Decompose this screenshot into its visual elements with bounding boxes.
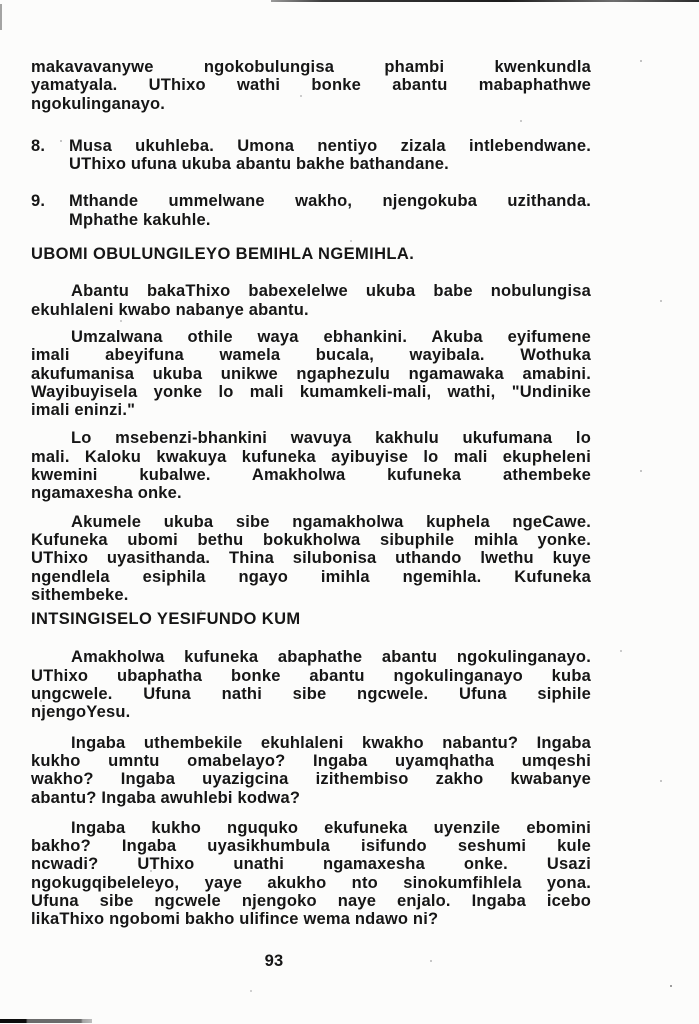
text-line: Ufuna sibe ngcwele njengoko naye enjalo. Ingaba icebo [31,891,591,910]
scan-noise-specks [0,0,2,2]
text-line: ngendlela esiphila ngayo imihla ngemihla. Kufuneka [31,567,591,586]
text-line: Mphathe kakuhle. [69,210,211,229]
list-item-9 [31,192,591,229]
text-line: Amakholwa kufuneka abaphathe abantu ngokulinganayo. [71,648,591,667]
section-heading: UBOMI OBULUNGILEYO BEMIHLA NGEMIHLA. [31,245,415,264]
text-line: Kufuneka ubomi bethu bokukholwa sibuphile mihla yonke. [31,530,591,549]
text-line: kukho umntu omabelayo? Ingaba uyamqhatha umqeshi [31,751,591,770]
text-line: Umzalwana othile waya ebhankini. Akuba eyifumene [71,327,591,346]
text-line: ngamaxesha onke. [31,484,182,503]
text-line: Lo msebenzi-bhankini wavuya kakhulu ukufumana lo [71,429,591,448]
text-column [31,0,591,970]
paragraph [31,513,591,604]
list-item-body [69,192,591,229]
text-line: ngokulinganayo. [31,94,166,113]
text-line: Abantu bakaThixo babexelelwe ukuba babe nobulungisa [71,282,591,301]
text-line: ncwadi? UThixo unathi ngamaxesha onke. Usazi [31,855,591,874]
text-line: mali. Kaloku kwakuya kufuneka ayibuyise lo mali ekupheleni [31,447,591,466]
section-heading: INTSINGISELO YESIFUNDO KUM [31,610,301,629]
text-line: Mthande ummelwane wakho, njengokuba uzithanda. [69,192,591,211]
text-line: akufumanisa ukuba unikwe ngaphezulu ngamawaka amabini. [31,364,591,383]
text-line: yamatyala. UThixo wathi bonke abantu mabaphathwe [31,76,591,95]
text-line: abantu? Ingaba awuhlebi kodwa? [31,788,301,807]
text-line: Ingaba kukho nguquko ekufuneka uyenzile ebomini [71,818,591,837]
text-line: imali abeyifuna wamela bucala, wayibala. Wothuka [31,346,591,365]
list-number: 9. [31,192,46,211]
text-line: Wayibuyisela yonke lo mali kumamkeli-mali, wathi, "Undinike [31,382,591,401]
list-number: 8. [31,136,46,155]
text-line: njengoYesu. [31,703,131,722]
text-line: Musa ukuhleba. Umona nentiyo zizala intlebendwane. [69,136,591,155]
text-line: sithembeke. [31,585,129,604]
text-line: UThixo uyasithanda. Thina silubonisa uthando lwethu kuye [31,549,591,568]
paragraph [31,734,591,807]
text-line: ungcwele. Ufuna nathi sibe ngcwele. Ufuna siphile [31,685,591,704]
list-item-body [69,137,591,174]
page-number: 93 [264,951,284,970]
text-line: ekuhlaleni kwabo nabanye abantu. [31,300,309,319]
paragraph [31,282,591,319]
text-line: Akumele ukuba sibe ngamakholwa kuphela ngeCawe. [71,512,591,531]
text-line: likaThixo ngobomi bakho ulifince wema ndawo ni? [31,910,439,929]
paragraph [31,648,591,721]
text-line: bakho? Ingaba uyasikhumbula isifundo seshumi kule [31,837,591,856]
text-line: imali eninzi." [31,401,136,420]
scan-artifact-left-mark [0,4,2,30]
text-line: UThixo ufuna ukuba abantu bakhe bathandane. [69,155,449,174]
text-line: Ingaba uthembekile ekuhlaleni kwakho nabantu? Ingaba [71,733,591,752]
text-line: ngokugqibeleleyo, yaye akukho nto sinokumfihlela yona. [31,873,591,892]
paragraph [31,819,591,929]
text-line: UThixo ubaphatha bonke abantu ngokulinganayo kuba [31,666,591,685]
text-line: kwemini kubalwe. Amakholwa kufuneka athembeke [31,466,591,485]
paragraph [31,328,591,419]
list-item-8 [31,137,591,174]
paragraph [31,429,591,502]
scan-artifact-bottom-bar [0,1019,92,1023]
text-line: wakho? Ingaba uyazigcina izithembiso zakho kwabanye [31,770,591,789]
paragraph-continued [31,58,591,113]
text-line: makavavanywe ngokobulungisa phambi kwenkundla [31,58,591,76]
